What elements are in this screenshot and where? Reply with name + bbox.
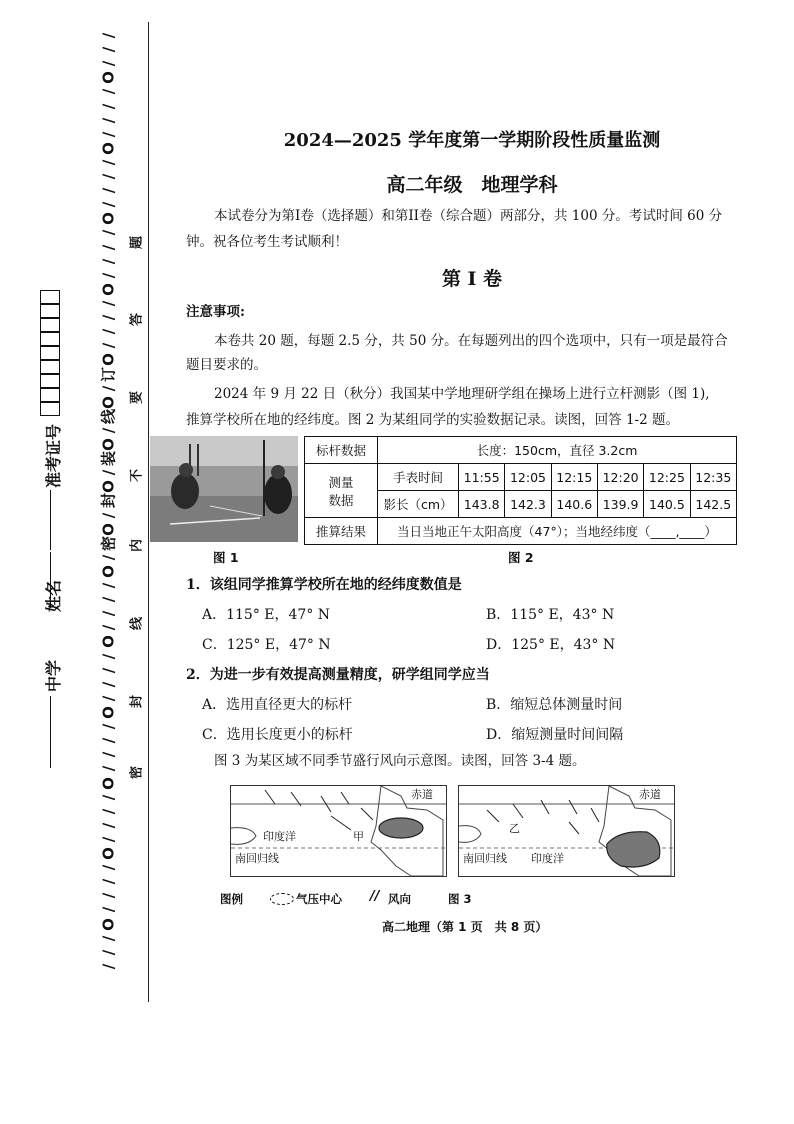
no-answer-warning-char: 不 — [129, 469, 145, 483]
map-left-equator-label: 赤道 — [411, 788, 433, 801]
q1-option-d: D．125° E，43° N — [486, 637, 616, 653]
notice-heading: 注意事项: — [186, 304, 245, 320]
map-left-tropic-label: 南回归线 — [235, 852, 279, 865]
q2-option-c: C．选用长度更小的标杆 — [202, 727, 353, 743]
seal-line-char: O — [99, 522, 118, 536]
shadow-cell: 140.5 — [644, 491, 690, 518]
seal-line-char: / — [99, 60, 118, 67]
figure1-photo — [150, 436, 298, 542]
seal-line-char: O — [99, 917, 118, 931]
figure1-caption: 图 1 — [213, 550, 239, 565]
time-cell: 12:25 — [644, 464, 690, 491]
legend-title: 图例 — [220, 892, 243, 906]
notice-line-1: 本卷共 20 题，每题 2.5 分，共 50 分。在每题列出的四个选项中，只有一项是最符合 — [214, 333, 728, 349]
shadow-cell: 143.8 — [459, 491, 505, 518]
q1-option-a: A．115° E，47° N — [202, 607, 331, 623]
result-value: 当日当地正午太阳高度（47°）；当地经纬度（____,____） — [378, 518, 737, 545]
seal-line-char: / — [99, 32, 118, 39]
time-cell: 12:05 — [505, 464, 551, 491]
seal-line-char: / — [99, 554, 118, 561]
time-cell: 12:20 — [597, 464, 643, 491]
passage1-line-2: 推算学校所在地的经纬度。图 2 为某组同学的实验数据记录。读图，回答 1-2 题。 — [186, 412, 679, 428]
seal-line-char: 订 — [99, 366, 118, 382]
seal-line-char: O — [99, 565, 118, 578]
map-left-point-label: 甲 — [353, 830, 364, 843]
legend-wind-label: 风向 — [388, 892, 411, 906]
seal-line-char: / — [99, 737, 118, 744]
seal-line — [98, 28, 120, 973]
volume-heading: 第 I 卷 — [441, 268, 503, 290]
shadow-cell: 139.9 — [597, 491, 643, 518]
seal-line-char: / — [99, 159, 118, 166]
figure3-map-left — [230, 785, 447, 877]
figure3-caption: 图 3 — [448, 892, 472, 906]
exam-subtitle: 高二年级 地理学科 — [386, 174, 558, 196]
seal-line-char: O — [99, 71, 118, 85]
seal-line-char: / — [99, 244, 118, 250]
seal-line-char: / — [99, 667, 118, 673]
name-underline — [50, 552, 51, 608]
shadow-cell: 142.3 — [505, 491, 551, 518]
seal-line-char: / — [99, 272, 118, 279]
no-answer-warning-char: 题 — [129, 236, 145, 250]
seal-line-char: O — [99, 776, 118, 790]
exam-title: 2024—2025 学年度第一学期阶段性质量监测 — [283, 130, 661, 151]
seal-line-char: / — [99, 822, 118, 829]
seal-line-char: / — [99, 766, 118, 772]
no-answer-warning-char: 线 — [129, 617, 145, 631]
seal-line-char: / — [99, 836, 118, 843]
seal-line-char: / — [99, 653, 118, 659]
seal-line-char: O — [99, 706, 118, 719]
seal-line-char: O — [99, 212, 118, 226]
map-right-ocean-label: 印度洋 — [531, 852, 564, 865]
seal-line-char: / — [99, 808, 118, 814]
seal-line-char: O — [99, 141, 118, 155]
seal-line-char: / — [99, 328, 118, 335]
seal-line-char: / — [99, 625, 118, 631]
name-label: 姓名 — [44, 579, 63, 612]
no-answer-warning-char: 内 — [129, 539, 145, 553]
map-right-tropic-label: 南回归线 — [463, 852, 507, 865]
seal-line-char: O — [99, 847, 118, 860]
seal-line-char: / — [99, 187, 118, 194]
seal-line-char: / — [99, 314, 118, 321]
seal-line-char: / — [99, 681, 118, 688]
notice-line-2: 题目要求的。 — [186, 357, 267, 373]
pole-label: 标杆数据 — [305, 437, 378, 464]
seal-line-char: / — [99, 89, 118, 95]
time-cell: 11:55 — [459, 464, 505, 491]
shadow-cell: 142.5 — [690, 491, 736, 518]
no-answer-warning-char: 答 — [129, 313, 145, 327]
intro-line-2: 钟。祝各位考生考试顺利！ — [186, 234, 348, 250]
seal-line-char: / — [99, 879, 118, 885]
seal-line-char: O — [99, 283, 118, 296]
map-left-ocean-label: 印度洋 — [263, 830, 296, 843]
margin-rule — [148, 22, 149, 1002]
pole-value: 长度：150cm，直径 3.2cm — [378, 437, 737, 464]
seal-line-char: / — [99, 752, 118, 758]
q2-option-b: B．缩短总体测量时间 — [486, 697, 623, 713]
legend-pressure-label: 气压中心 — [296, 892, 342, 906]
school-underline — [50, 696, 51, 768]
time-cell: 12:15 — [551, 464, 597, 491]
seal-line-char: / — [99, 907, 118, 913]
figure3-map-right — [458, 785, 675, 877]
passage1-line-1: 2024 年 9 月 22 日（秋分）我国某中学地理研学组在操场上进行立杆测影（图 1), — [214, 386, 710, 402]
seal-line-char: / — [99, 963, 118, 970]
seal-line-char: / — [99, 258, 118, 264]
map-right-point-label: 乙 — [509, 822, 520, 835]
seal-line-char: O — [99, 353, 118, 367]
seal-line-char: / — [99, 611, 118, 617]
seal-line-char: / — [99, 131, 118, 137]
seal-line-char: / — [99, 173, 118, 180]
seal-line-char: / — [99, 949, 118, 956]
id-underline — [50, 490, 51, 550]
no-answer-warning-char: 要 — [129, 391, 145, 405]
question-1-stem: 1．该组同学推算学校所在地的经纬度数值是 — [186, 577, 462, 593]
id-number-label: 准考证号 — [44, 423, 63, 488]
seal-line-char: 装 — [99, 451, 118, 467]
page-footer: 高二地理（第 1 页 共 8 页） — [382, 920, 548, 934]
q1-option-c: C．125° E，47° N — [202, 637, 331, 653]
shadow-label: 影长（cm） — [378, 491, 459, 518]
time-label: 手表时间 — [378, 464, 459, 491]
seal-line-char: O — [99, 635, 118, 649]
seal-line-char: O — [99, 395, 118, 409]
no-answer-warning-char: 封 — [129, 695, 145, 709]
q2-option-d: D．缩短测量时间间隔 — [486, 727, 624, 743]
q1-option-b: B．115° E，43° N — [486, 607, 615, 623]
map-right-equator-label: 赤道 — [639, 788, 661, 801]
seal-line-char: / — [99, 596, 118, 603]
q2-option-a: A．选用直径更大的标杆 — [202, 697, 353, 713]
no-answer-warning-char: 密 — [129, 766, 145, 780]
seal-line-char: / — [99, 582, 118, 589]
seal-line-char: / — [99, 512, 118, 518]
seal-line-char: / — [99, 103, 118, 109]
seal-line-char: / — [99, 864, 118, 871]
seal-line-char: / — [99, 230, 118, 236]
seal-line-char: / — [99, 893, 118, 899]
school-label: 中学 — [44, 659, 63, 692]
seal-line-char: / — [99, 470, 118, 476]
seal-line-char: 密 — [99, 535, 118, 551]
seal-line-char: / — [99, 695, 118, 702]
passage2: 图 3 为某区域不同季节盛行风向示意图。读图，回答 3-4 题。 — [214, 753, 586, 769]
seal-line-char: O — [99, 438, 118, 451]
result-label: 推算结果 — [305, 518, 378, 545]
shadow-cell: 140.6 — [551, 491, 597, 518]
figure2-data-table — [304, 436, 737, 545]
measure-label: 测量 数据 — [305, 464, 378, 518]
seal-line-char: / — [99, 202, 118, 208]
figure2-caption: 图 2 — [508, 550, 534, 565]
pressure-center-icon — [270, 893, 294, 905]
seal-line-char: / — [99, 117, 118, 123]
seal-line-char: / — [99, 385, 118, 391]
intro-line-1: 本试卷分为第I卷（选择题）和第II卷（综合题）两部分，共 100 分。考试时间 60 分 — [214, 208, 723, 224]
question-2-stem: 2．为进一步有效提高测量精度，研学组同学应当 — [186, 667, 490, 683]
seal-line-char: / — [99, 46, 118, 53]
seal-line-char: / — [99, 427, 118, 434]
wind-arrow-icon: // — [370, 889, 380, 904]
seal-line-char: / — [99, 935, 118, 941]
seal-line-char: / — [99, 794, 118, 800]
seal-line-char: / — [99, 300, 118, 307]
time-cell: 12:35 — [690, 464, 736, 491]
seal-line-char: 线 — [99, 408, 118, 424]
seal-line-char: / — [99, 343, 118, 349]
seal-line-char: / — [99, 723, 118, 730]
binding-margin — [0, 0, 150, 1124]
seal-line-char: 封 — [99, 493, 118, 509]
seal-line-char: O — [99, 480, 118, 494]
